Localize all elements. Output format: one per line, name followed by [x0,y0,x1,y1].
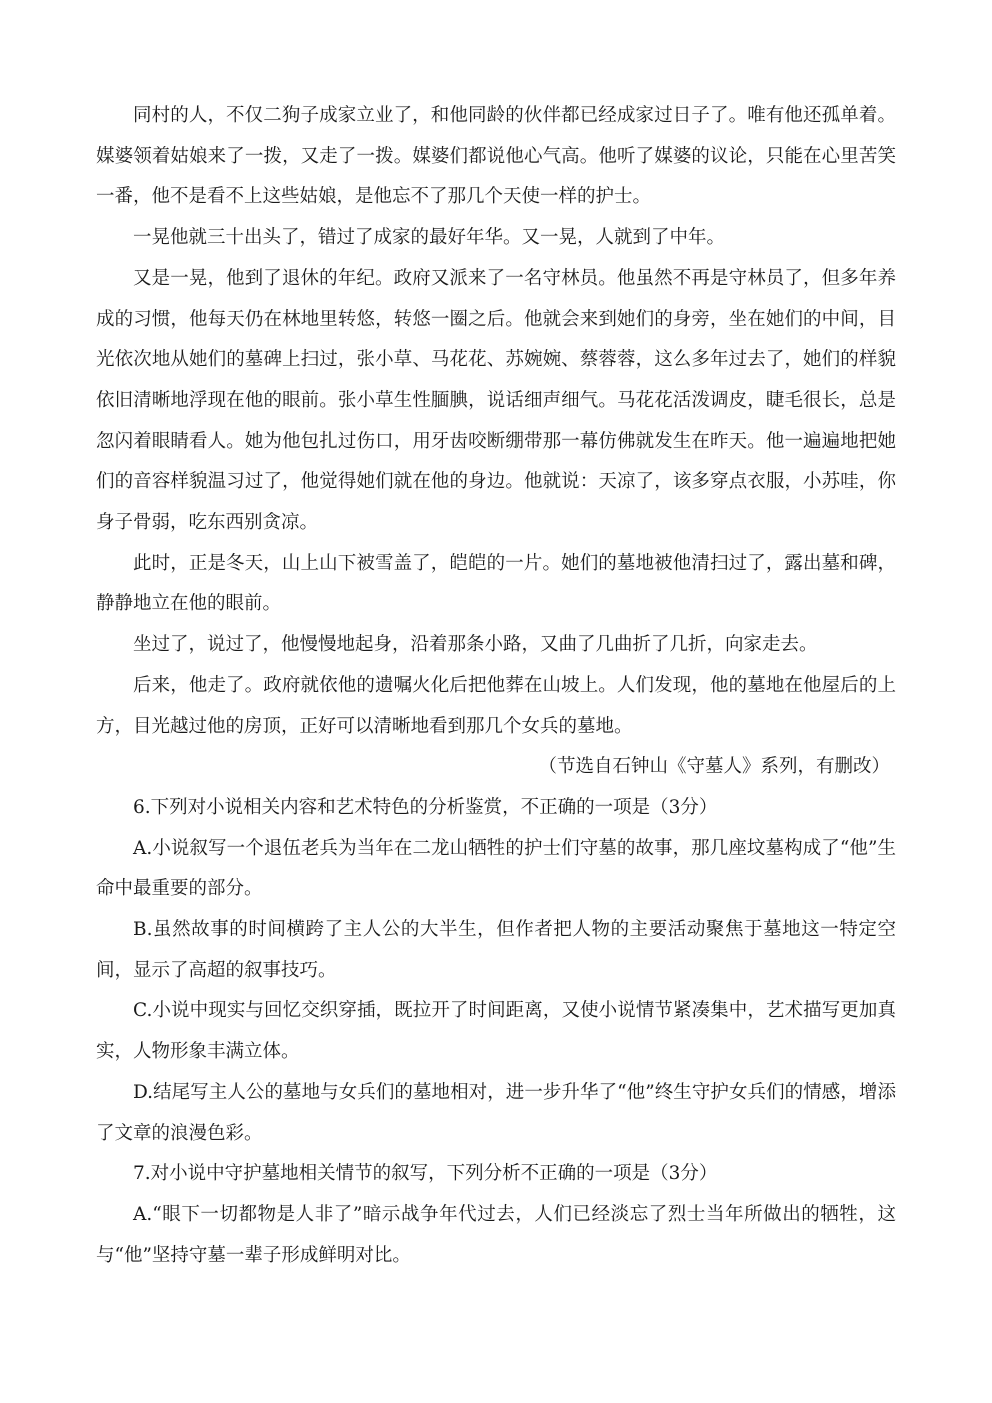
question-7-stem: 7.对小说中守护墓地相关情节的叙写，下列分析不正确的一项是（3分） [133,1163,718,1185]
paragraph-2: 一晃他就三十出头了，错过了成家的最好年华。又一晃，人就到了中年。 [133,227,726,249]
question-6-option-c: C.小说中现实与回忆交织穿插，既拉开了时间距离，又使小说情节紧凑集中，艺术描写更加真实，人物形象丰满立体。 [96,1000,896,1063]
question-6-option-a: A.小说叙写一个退伍老兵为当年在二龙山牺牲的护士们守墓的故事，那几座坟墓构成了“他”生命中最重要的部分。 [96,837,896,900]
question-7-option-a: A.“眼下一切都物是人非了”暗示战争年代过去，人们已经淡忘了烈士当年所做出的牺牲，这与“他”坚持守墓一辈子形成鲜明对比。 [96,1203,896,1266]
question-6-stem: 6.下列对小说相关内容和艺术特色的分析鉴赏，不正确的一项是（3分） [133,796,718,818]
paragraph-6: 后来，他走了。政府就依他的遗嘱火化后把他葬在山坡上。人们发现，他的墓地在他屋后的上方，目光越过他的房顶，正好可以清晰地看到那几个女兵的墓地。 [96,674,896,737]
question-6-option-b: B.虽然故事的时间横跨了主人公的大半生，但作者把人物的主要活动聚焦于墓地这一特定空间，显示了高超的叙事技巧。 [96,919,896,981]
paragraph-1: 同村的人，不仅二狗子成家立业了，和他同龄的伙伴都已经成家过日子了。唯有他还孤单着。媒婆领着姑娘来了一拨，又走了一拨。媒婆们都说他心气高。他听了媒婆的议论，只能在心里苦笑一番，他不是看不上这些姑娘，是他忘不了那几个天使一样的护士。 [96,105,896,208]
question-6-option-d: D.结尾写主人公的墓地与女兵们的墓地相对，进一步升华了“他”终生守护女兵们的情感，增添了文章的浪漫色彩。 [96,1081,896,1144]
document-page [96,96,896,1276]
source-citation: （节选自石钟山《守墓人》系列，有删改） [538,756,890,778]
paragraph-3: 又是一晃，他到了退休的年纪。政府又派来了一名守林员。他虽然不再是守林员了，但多年养成的习惯，他每天仍在林地里转悠，转悠一圈之后。他就会来到她们的身旁，坐在她们的中间，目光依次地从她们的墓碑上扫过，张小草、马花花、苏婉婉、蔡蓉蓉，这么多年过去了，她们的样貌依旧清晰地浮现在他的眼前。张小草生性腼腆，说话细声细气。马花花活泼调皮，睫毛很长，总是忽闪着眼睛看人。她为他包扎过伤口，用牙齿咬断绷带那一幕仿佛就发生在昨天。他一遍遍地把她们的音容样貌温习过了，他觉得她们就在他的身边。他就说：天凉了，该多穿点衣服，小苏哇，你身子骨弱，吃东西别贪凉。 [96,267,896,534]
paragraph-4: 此时，正是冬天，山上山下被雪盖了，皑皑的一片。她们的墓地被他清扫过了，露出墓和碑，静静地立在他的眼前。 [96,552,896,615]
paragraph-5: 坐过了，说过了，他慢慢地起身，沿着那条小路，又曲了几曲折了几折，向家走去。 [133,634,818,656]
